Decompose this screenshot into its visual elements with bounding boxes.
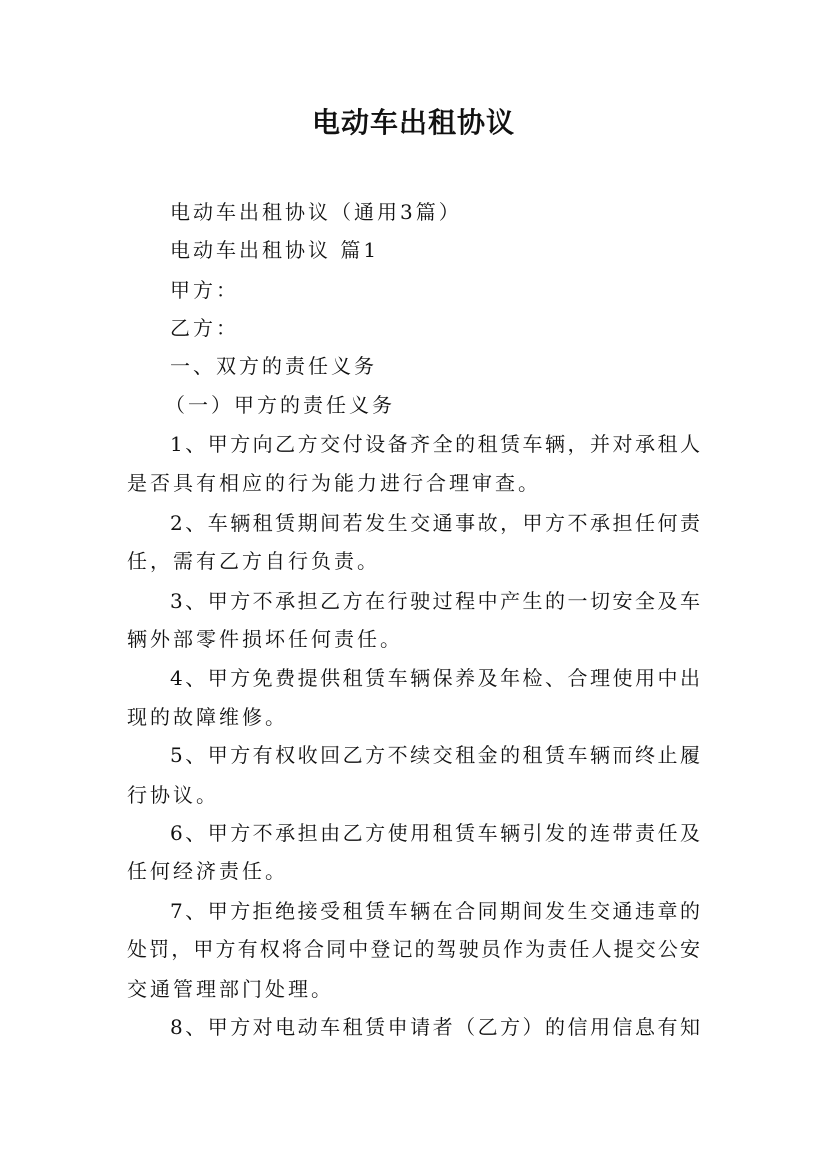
subclause-heading: （一）甲方的责任义务 [165, 393, 395, 417]
document-title: 电动车出租协议 [311, 106, 515, 139]
paragraph-line: 任，需有乙方自行负责。 [127, 549, 380, 573]
paragraph-line: 辆外部零件损坏任何责任。 [127, 627, 403, 651]
subtitle-line: 电动车出租协议（通用3篇） [170, 200, 462, 224]
paragraph-line: 3、甲方不承担乙方在行驶过程中产生的一切安全及车 [170, 589, 700, 613]
paragraph-line: 2、车辆租赁期间若发生交通事故，甲方不承担任何责 [170, 511, 700, 535]
paragraph-line: 现的故障维修。 [127, 705, 288, 729]
paragraph-line: 1、甲方向乙方交付设备齐全的租赁车辆，并对承租人 [170, 432, 700, 456]
party-b-label: 乙方： [170, 316, 239, 340]
paragraph-line: 处罚，甲方有权将合同中登记的驾驶员作为责任人提交公安 [127, 937, 700, 961]
party-a-label: 甲方： [170, 278, 239, 302]
paragraph-line: 交通管理部门处理。 [127, 977, 334, 1001]
paragraph-line: 5、甲方有权收回乙方不续交租金的租赁车辆而终止履 [170, 743, 700, 767]
section-heading: 电动车出租协议 篇1 [170, 238, 380, 262]
paragraph-line: 是否具有相应的行为能力进行合理审查。 [127, 471, 541, 495]
clause-heading: 一、双方的责任义务 [170, 354, 377, 378]
paragraph-line: 6、甲方不承担由乙方使用租赁车辆引发的连带责任及 [170, 821, 700, 845]
paragraph-line: 任何经济责任。 [127, 859, 288, 883]
paragraph-line: 4、甲方免费提供租赁车辆保养及年检、合理使用中出 [170, 666, 700, 690]
paragraph-line: 行协议。 [127, 783, 219, 807]
paragraph-line: 8、甲方对电动车租赁申请者（乙方）的信用信息有知 [170, 1015, 700, 1039]
paragraph-line: 7、甲方拒绝接受租赁车辆在合同期间发生交通违章的 [170, 899, 700, 923]
